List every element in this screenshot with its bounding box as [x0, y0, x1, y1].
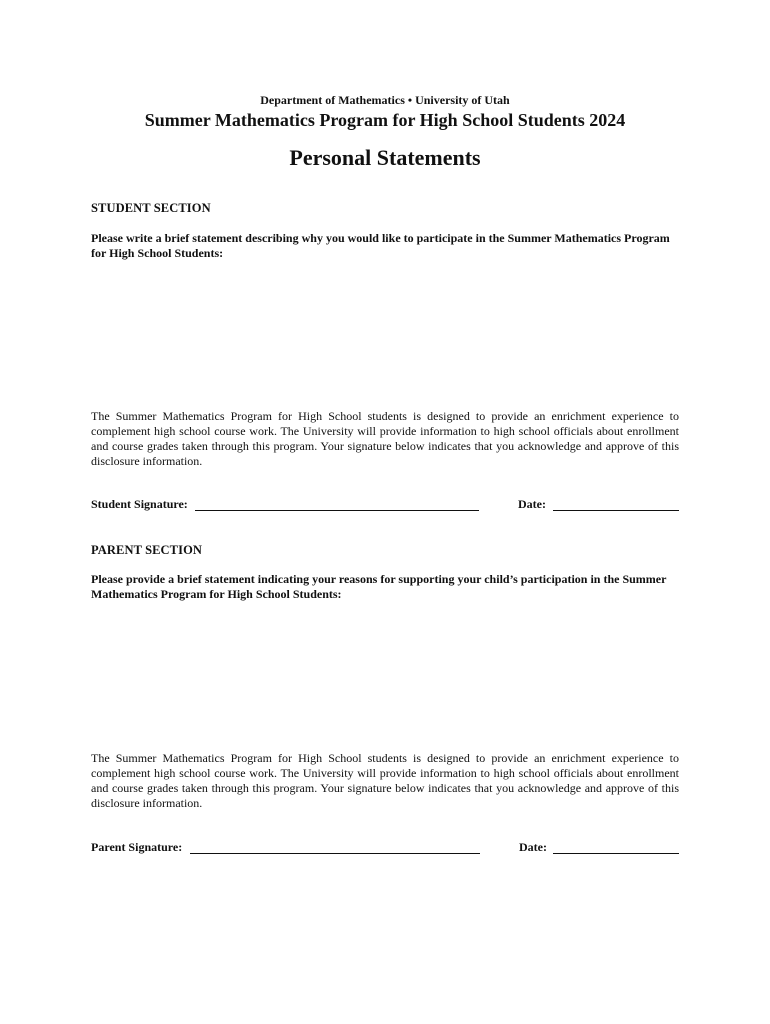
parent-date-field[interactable] — [553, 853, 679, 854]
student-disclosure: The Summer Mathematics Program for High School students is designed to provide an enrichment experience to complement high school course work. The University will provide information to high school officials about enrollment and course grades taken through this program. Your signature below indicates that you acknowledge and approve of this disclosure information. — [91, 409, 679, 468]
parent-signature-field[interactable] — [190, 853, 480, 854]
student-section-heading: STUDENT SECTION — [91, 201, 211, 215]
department-line: Department of Mathematics • University of Utah — [260, 93, 510, 107]
parent-statement-area[interactable] — [91, 607, 679, 745]
parent-prompt: Please provide a brief statement indicating your reasons for supporting your child’s participation in the Summer Mathematics Program for High School Students: — [91, 572, 667, 601]
parent-disclosure: The Summer Mathematics Program for High School students is designed to provide an enrichment experience to complement high school course work. The University will provide information to high school officials about enrollment and course grades taken through this program. Your signature below indicates that you acknowledge and approve of this disclosure information. — [91, 751, 679, 810]
parent-signature-row — [91, 840, 679, 858]
page-title: Personal Statements — [289, 145, 481, 170]
program-title: Summer Mathematics Program for High School Students 2024 — [144, 110, 626, 130]
student-signature-field[interactable] — [195, 510, 479, 511]
student-statement-area[interactable] — [91, 266, 679, 404]
student-date-field[interactable] — [553, 510, 679, 511]
student-date-label: Date: — [518, 497, 546, 511]
parent-signature-label: Parent Signature: — [91, 840, 183, 854]
parent-section-heading: PARENT SECTION — [91, 543, 203, 557]
student-prompt: Please write a brief statement describing why you would like to participate in the Summer Mathematics Program for High School Students: — [91, 231, 670, 260]
student-signature-label: Student Signature: — [91, 497, 188, 511]
student-signature-row — [91, 497, 679, 515]
parent-date-label: Date: — [519, 840, 547, 854]
